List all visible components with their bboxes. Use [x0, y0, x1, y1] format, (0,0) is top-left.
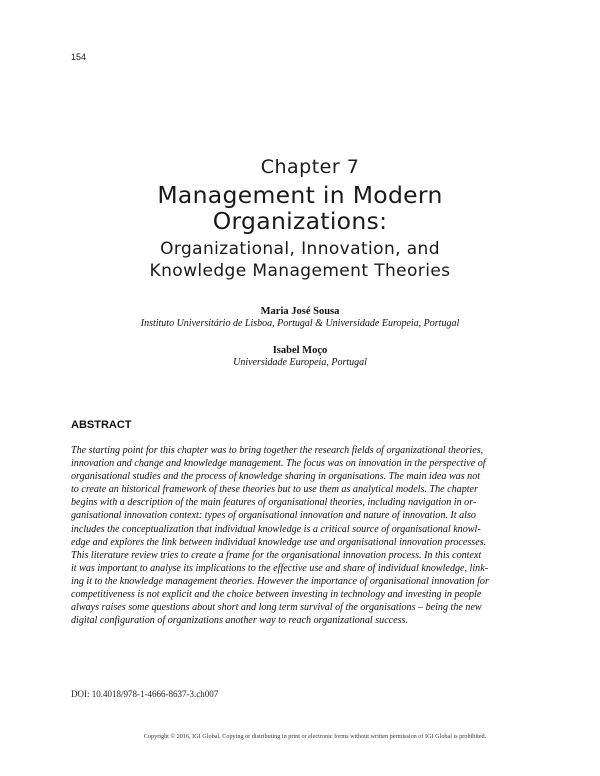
- abstract-line: organisational studies and the process of knowledge sharing in organisations. The main idea was not: [71, 471, 481, 483]
- abstract-line: digital configuration of organizations another way to reach organizational success.: [71, 615, 409, 627]
- abstract-line: always raises some questions about short and long term survival of the organisations – being the new: [71, 602, 482, 614]
- abstract-line: edge and explores the link between individual knowledge use and organisational innovation processes.: [71, 536, 487, 548]
- page-number: 154: [71, 52, 87, 62]
- author-affiliation: Universidade Europeia, Portugal: [233, 357, 367, 368]
- chapter-header: [0, 156, 600, 282]
- abstract-line: innovation and change and knowledge management. The focus was on innovation in the perspective of: [71, 458, 486, 470]
- abstract-heading: ABSTRACT: [71, 419, 132, 431]
- abstract-line: ing it to the knowledge management theories. However the importance of organisational innovation for: [71, 575, 489, 587]
- abstract-line: includes the conceptualization that individual knowledge is a critical source of organisational knowl-: [71, 523, 481, 535]
- author-name: Maria José Sousa: [260, 306, 340, 317]
- abstract-line: it was important to analyse its implications to the effective use and share of individual knowledge, link-: [71, 562, 489, 574]
- abstract-body: [71, 444, 551, 627]
- chapter-subtitle-line: Organizational, Innovation, and: [160, 239, 440, 259]
- abstract-line: ganisational innovation context: types of organisational innovation and nature of innovation. It also: [71, 510, 476, 522]
- chapter-title: [0, 182, 600, 234]
- abstract-line: The starting point for this chapter was to bring together the research fields of organizational theories,: [71, 445, 484, 456]
- author-list: [0, 305, 600, 369]
- chapter-subtitle-line: Knowledge Management Theories: [149, 261, 451, 281]
- abstract-line: begins with a description of the main features of organisational theories, including navigation in or-: [71, 497, 477, 509]
- abstract-line: to create an historical framework of these theories but to use them as analytical models. The chapter: [71, 484, 478, 496]
- author-name: Isabel Moço: [272, 345, 328, 356]
- chapter-title-line: Management in Modern: [157, 181, 443, 209]
- copyright-notice: Copyright © 2016, IGI Global. Copying or distributing in print or electronic forms without written permission of IGI Global is prohibited.: [143, 733, 487, 740]
- chapter-subtitle: [0, 238, 600, 282]
- chapter-label: Chapter 7: [260, 156, 360, 178]
- doi-line: DOI: 10.4018/978-1-4666-8637-3.ch007: [71, 689, 219, 699]
- abstract-line: This literature review tries to create a frame for the organisational innovation process. In this context: [71, 549, 482, 561]
- chapter-title-line: Organizations:: [212, 207, 388, 235]
- author-affiliation: Instituto Universitário de Lisboa, Portugal & Universidade Europeia, Portugal: [140, 318, 460, 329]
- abstract-line: competitiveness is not explicit and the choice between investing in technology and investing in people: [71, 589, 482, 601]
